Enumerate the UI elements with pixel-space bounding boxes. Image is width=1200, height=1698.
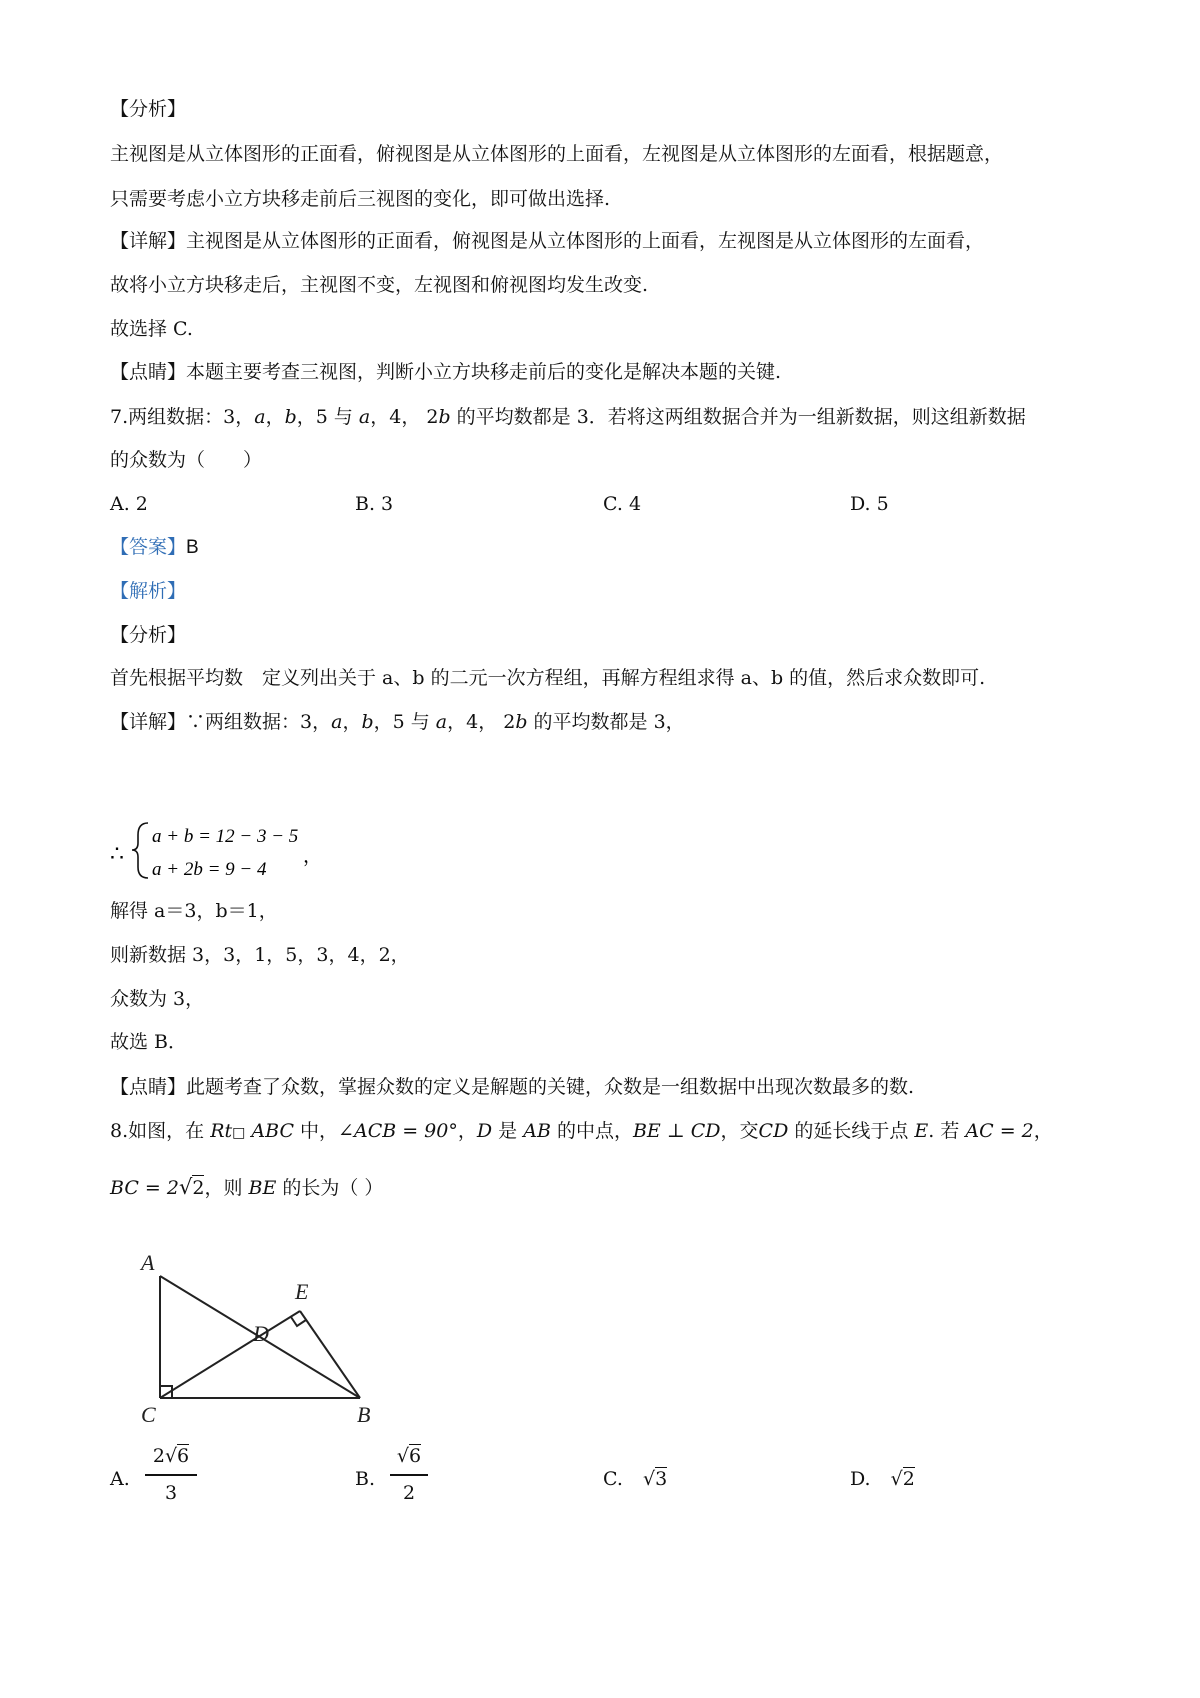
q7-detail-text: ，	[342, 711, 362, 733]
q8-text: 如图，在	[128, 1120, 211, 1142]
detail-line-2: 故将小立方块移走后，主视图不变，左视图和俯视图均发生改变.	[110, 274, 649, 296]
left-brace	[132, 823, 148, 878]
var-a: a	[358, 406, 371, 428]
q8-math: AC = 2	[965, 1120, 1034, 1142]
q8-text: 是	[492, 1120, 524, 1142]
q7-detail-heading: 【详解】	[110, 711, 187, 733]
q7-text: 的平均数都是 3．若将这两组数据合并为一组新数据，则这组新数据	[450, 406, 1026, 428]
q8-radicand: 2	[192, 1177, 205, 1199]
numerator-coef: 2	[152, 1445, 165, 1467]
new-data-line: 则新数据 3，3，1，5，3，4，2，	[110, 944, 410, 966]
q8-text: 中，	[294, 1120, 339, 1142]
q7-option-a[interactable]: A. 2	[110, 493, 148, 515]
var-b: b	[361, 711, 374, 733]
q8-math: Rt	[210, 1120, 233, 1142]
detail-heading: 【详解】	[110, 230, 187, 252]
q8-option-a-value	[145, 1447, 197, 1503]
q7-detail-text: ，4， 2	[447, 711, 516, 733]
sqrt-sign: √	[890, 1468, 903, 1490]
q7-detail-text: ∵两组数据：3，	[186, 711, 332, 733]
fraction-bar	[390, 1474, 428, 1476]
choice-line: 故选择 C.	[110, 318, 193, 340]
q8-math: D	[476, 1120, 493, 1142]
radicand: 3	[655, 1468, 668, 1490]
q7-option-b[interactable]: B. 3	[355, 493, 394, 515]
q8-option-d-letter: D.	[850, 1468, 871, 1490]
q7-number: 7.	[110, 406, 129, 428]
label-b: B	[357, 1402, 371, 1425]
q7-text: 两组数据：3，	[128, 406, 255, 428]
var-b: b	[515, 711, 528, 733]
q8-math: AB	[523, 1120, 551, 1142]
q8-option-d[interactable]	[850, 1470, 915, 1489]
q8-option-b[interactable]	[355, 1470, 375, 1489]
q8-math: CD	[758, 1120, 789, 1142]
q7-detail-text: 的平均数都是 3，	[527, 711, 685, 733]
q8-math: BC = 2	[110, 1177, 179, 1199]
q8-text: ，	[457, 1120, 477, 1142]
q7-text: ，4， 2	[370, 406, 439, 428]
therefore-symbol: ∴	[110, 841, 124, 866]
label-d: D	[253, 1321, 269, 1346]
triangle-figure	[135, 1255, 390, 1425]
q7-option-c[interactable]: C. 4	[603, 493, 642, 515]
solve-line: 解得 a＝3，b＝1，	[110, 900, 278, 922]
q7-choice-line: 故选 B．	[110, 1031, 188, 1053]
q7-analysis-heading: 【分析】	[110, 624, 187, 646]
q8-option-b-letter: B.	[355, 1468, 376, 1490]
detail-line-1	[110, 232, 984, 251]
q7-stem-line-2: 的众数为（ ）	[110, 449, 263, 471]
q7-option-d[interactable]: D. 5	[850, 493, 889, 515]
radicand: 6	[409, 1445, 422, 1467]
q7-analysis-text: 首先根据平均数 定义列出关于 a、b 的二元一次方程组，再解方程组求得 a、b 的值，然后求众数即可.	[110, 667, 986, 689]
sqrt-sign: √	[396, 1445, 409, 1467]
var-a: a	[331, 711, 343, 733]
var-a: a	[254, 406, 266, 428]
q7-text: ，5 与	[296, 406, 359, 428]
q8-option-b-value	[390, 1447, 428, 1503]
q8-option-a[interactable]	[110, 1470, 130, 1489]
q8-math: E	[914, 1120, 929, 1142]
q8-option-c-letter: C.	[603, 1468, 623, 1490]
solution-heading: 【解析】	[110, 580, 187, 602]
var-b: b	[284, 406, 297, 428]
label-a: A	[141, 1255, 155, 1275]
denominator: 3	[164, 1481, 178, 1504]
label-c: C	[141, 1402, 156, 1425]
var-b: b	[438, 406, 451, 428]
q7-text: ，	[265, 406, 285, 428]
right-angle-e	[291, 1317, 306, 1326]
fraction-bar	[145, 1474, 197, 1476]
point-line	[110, 363, 781, 382]
q7-detail-line	[110, 713, 685, 732]
point-heading: 【点睛】	[110, 361, 187, 383]
answer-line	[110, 538, 199, 557]
label-e: E	[295, 1279, 309, 1304]
radicand: 6	[177, 1445, 190, 1467]
q8-option-a-letter: A.	[110, 1468, 130, 1490]
analysis-line-1: 主视图是从立体图形的正面看，俯视图是从立体图形的上面看，左视图是从立体图形的左面看，根据题意，	[110, 143, 1004, 165]
q7-point-line	[110, 1078, 914, 1097]
q8-stem-line-2	[110, 1177, 383, 1198]
q8-math: BE	[248, 1177, 277, 1199]
sqrt-sign: √	[164, 1445, 178, 1467]
answer-value: B	[186, 537, 199, 558]
q8-math: ABC	[245, 1120, 294, 1142]
equation-1: a + b = 12 − 3 − 5	[152, 826, 299, 847]
q7-stem-line-1	[110, 408, 1026, 427]
radicand: 2	[902, 1468, 915, 1490]
denominator: 2	[402, 1481, 416, 1504]
q8-text: 的延长线于点	[788, 1120, 915, 1142]
q7-detail-text: ，5 与	[373, 711, 436, 733]
answer-heading: 【答案】	[110, 536, 187, 558]
q8-box-glyph: □	[232, 1125, 246, 1141]
equation-2: a + 2b = 9 − 4	[152, 859, 267, 880]
q8-stem-line-1	[110, 1122, 1053, 1141]
q8-text: . 若	[928, 1120, 966, 1142]
var-a: a	[435, 711, 448, 733]
detail-text: 主视图是从立体图形的正面看，俯视图是从立体图形的上面看，左视图是从立体图形的左面看，	[186, 230, 985, 252]
q8-number: 8.	[110, 1120, 129, 1142]
sqrt-sign: √	[178, 1175, 193, 1199]
analysis-line-2: 只需要考虑小立方块移走前后三视图的变化，即可做出选择.	[110, 188, 611, 210]
segment-ce	[160, 1311, 300, 1398]
sqrt-sign: √	[642, 1468, 656, 1490]
point-text: 本题主要考查三视图，判断小立方块移走前后的变化是解决本题的关键.	[186, 361, 782, 383]
q8-text: 的长为（ ）	[276, 1177, 384, 1199]
q8-math: BE ⊥ CD	[632, 1120, 721, 1142]
q7-point-heading: 【点睛】	[110, 1076, 187, 1098]
q7-point-text: 此题考查了众数，掌握众数的定义是解题的关键，众数是一组数据中出现次数最多的数.	[186, 1076, 915, 1098]
equation-system	[108, 815, 328, 885]
mode-line: 众数为 3，	[110, 988, 205, 1010]
q8-text: ，则	[204, 1177, 249, 1199]
equation-comma: ，	[303, 846, 323, 867]
analysis-heading: 【分析】	[110, 98, 187, 120]
q8-math: ∠ACB = 90°	[338, 1120, 458, 1142]
q8-text: 的中点，	[550, 1120, 633, 1142]
q8-option-c[interactable]	[603, 1470, 667, 1489]
segment-be	[300, 1311, 360, 1398]
q8-text: ，	[1033, 1120, 1053, 1142]
q8-text: ，交	[720, 1120, 759, 1142]
